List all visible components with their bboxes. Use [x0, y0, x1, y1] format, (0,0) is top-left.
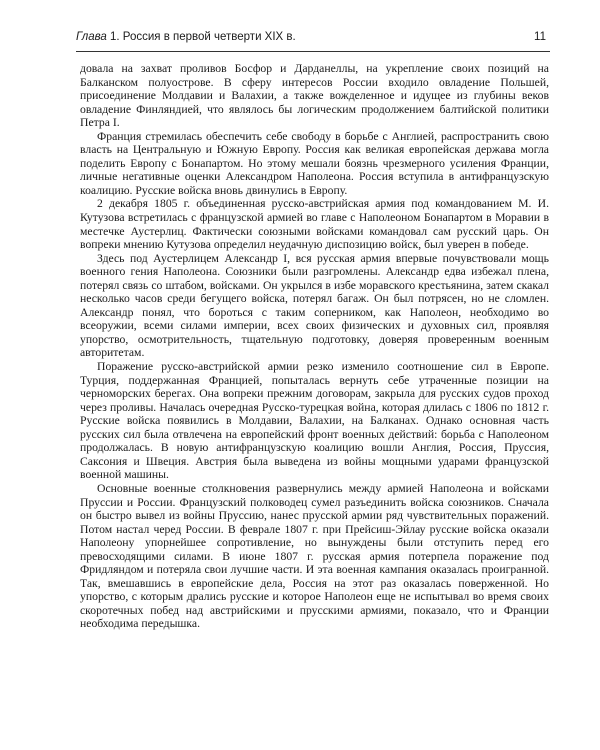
chapter-title: Россия в первой четверти XIX в. — [122, 31, 296, 43]
paragraph-4: Здесь под Аустерлицем Александр I, вся русская армия впервые почувствовали мощь военного гения Наполеона. Союзники были разгромлены. Александр едва избежал плена, потерял связь со штабом, войсками. Он укрылся в избе моравского крестьянина, затем скакал несколько часов среди бегущего войска, потерял багаж. Он был потрясен, но не сломлен. Александр понял, что бороться с таким соперником, как Наполеон, необходимо во всеоружии, всеми силами империи, всех своих физических и духовных сил, проявляя упорство, осмотрительность, тщательную подготовку, доверяя проверенным военным авторитетам. — [80, 251, 549, 360]
paragraph-2: Франция стремилась обеспечить себе свободу в борьбе с Англией, распространить свою власть на Центральную и Южную Европу. Россия как великая европейская держава могла поделить Европу с Бонапартом. Но этому мешали боязнь чрезмерного усиления Франции, личные негативные оценки Александром Наполеона. Россия вступила в антифранцузскую коалицию. Русские войска вновь двинулись в Европу. — [80, 129, 549, 197]
paragraph-1: довала на захват проливов Босфор и Дарданеллы, на укрепление своих позиций на Балканском полуострове. В сферу интересов России входило овладение Польшей, присоединение Молдавии и Валахии, а также вожделенное и идущее из глубины веков овладение Финляндией, что являлось бы логическим продолжением балтийской политики Петра I. — [80, 62, 549, 130]
chapter-word: Глава — [76, 31, 107, 43]
header-rule — [76, 51, 550, 52]
paragraph-3: 2 декабря 1805 г. объединенная русско-австрийская армия под командованием М. И. Кутузова встретилась с французской армией во главе с Наполеоном Бонапартом в Моравии в местечке Аустерлиц. Фактически союзными войсками командовал сам русский царь. Он вопреки мнению Кутузова определил неудачную диспозицию войск, был уверен в победе. — [80, 197, 549, 252]
body-text — [80, 62, 549, 631]
chapter-number: 1. — [109, 31, 120, 43]
chapter-heading — [76, 26, 296, 48]
page-number: 11 — [534, 31, 546, 43]
paragraph-5: Поражение русско-австрийской армии резко изменило соотношение сил в Европе. Турция, поддержанная Францией, попыталась вернуть себе утраченные позиции на черноморских берегах. Она вопреки прежним договорам, закрыла для русских судов проход через проливы. Началась очередная Русско-турецкая война, которая длилась с 1806 по 1812 г. Русские войска появились в Молдавии, Валахии, на Балканах. Однако основная часть русских сил была отвлечена на европейский фронт военных действий: борьба с Наполеоном продолжалась. В новую антифранцузскую коалицию вошли Англия, Россия, Пруссия, Саксония и Швеция. Австрия была выведена из войны мощными ударами французской военной машины. — [80, 360, 549, 482]
paragraph-6: Основные военные столкновения развернулись между армией Наполеона и войсками Пруссии и России. Французский полководец сумел разъединить войска союзников. Сначала он быстро вывел из войны Пруссию, нанес прусской армии ряд чувствительных поражений. Потом настал черед России. В феврале 1807 г. при Прейсиш-Эйлау русские войска оказали Наполеону упорнейшее сопротивление, но вынуждены были отступить перед его превосходящими силами. В июне 1807 г. русская армия потерпела поражение под Фридляндом и потеряла свои лучшие части. И эта военная кампания оказалась проигранной. Так, вмешавшись в европейские дела, Россия на этот раз оказалась поверженной. Но упорство, с которым дрались русские и которое Наполеон еще не испытывал во время своих скоротечных побед над австрийскими и прусскими армиями, показало, что и Франции необходима передышка. — [80, 481, 549, 631]
running-head — [76, 26, 550, 48]
